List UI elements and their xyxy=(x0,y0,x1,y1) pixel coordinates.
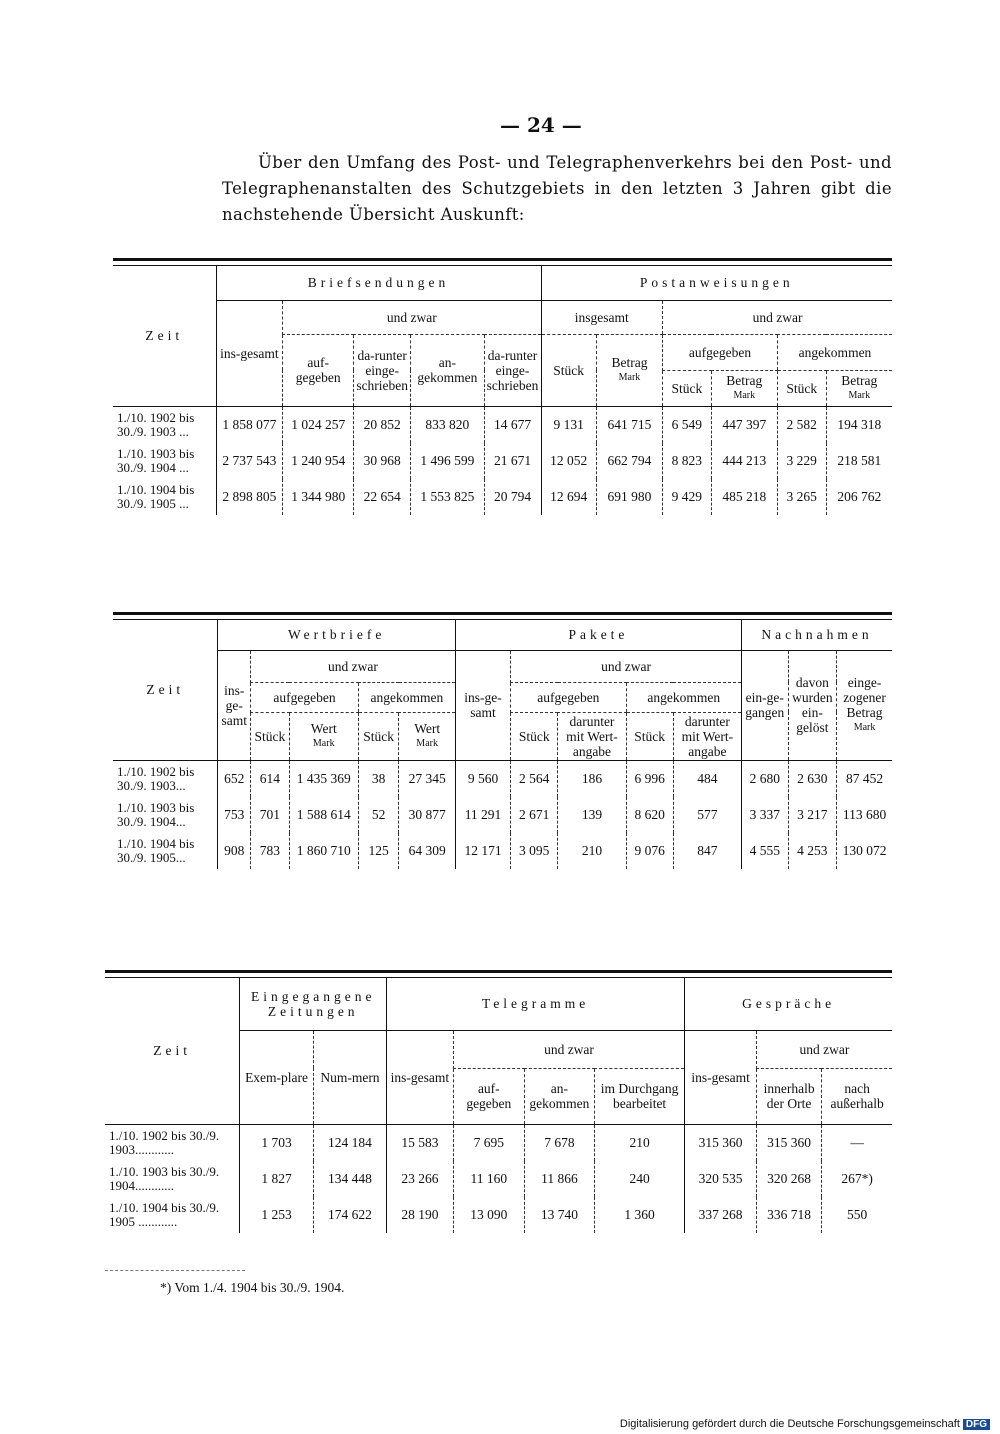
value-cell: 87 452 xyxy=(837,760,892,797)
briefsendungen-header: Briefsendungen xyxy=(307,275,450,291)
value-cell: 783 xyxy=(251,833,290,869)
value-cell: 1 703 xyxy=(240,1124,313,1161)
value-cell: 210 xyxy=(558,833,626,869)
value-cell: 3 265 xyxy=(777,479,826,515)
value-cell: 2 737 543 xyxy=(216,443,283,479)
value-cell: 1 588 614 xyxy=(289,797,358,833)
angekommen-header: an-gekommen xyxy=(411,334,484,406)
value-cell: 174 622 xyxy=(313,1197,386,1233)
value-cell: 1 344 980 xyxy=(283,479,354,515)
value-cell: 12 694 xyxy=(541,479,596,515)
value-cell: 1 553 825 xyxy=(411,479,484,515)
ausserhalb-header: nach außerhalb xyxy=(822,1068,892,1124)
wertbriefe-header: Wertbriefe xyxy=(287,627,386,643)
value-cell: 206 762 xyxy=(826,479,892,515)
darunter-header: darunter mit Wert-angabe xyxy=(558,712,626,760)
mark-unit3: Mark xyxy=(416,738,438,749)
zeit-cell: 1./10. 1904 bis xyxy=(117,835,195,851)
value-cell: 662 794 xyxy=(596,443,662,479)
value-cell: 4 253 xyxy=(788,833,837,869)
table-row xyxy=(113,406,892,443)
angekommen2-header: angekommen xyxy=(777,334,892,370)
value-cell: 4 555 xyxy=(741,833,788,869)
value-cell: — xyxy=(822,1124,892,1161)
value-cell: 130 072 xyxy=(837,833,892,869)
betrag3-header: Betrag xyxy=(841,373,878,388)
value-cell: 315 360 xyxy=(685,1124,757,1161)
table-row xyxy=(105,1197,892,1233)
value-cell: 113 680 xyxy=(837,797,892,833)
zeit-cell: 30./9. 1905... xyxy=(117,849,186,865)
value-cell: 614 xyxy=(251,760,290,797)
zeitungen-header: Eingegangene Zeitungen xyxy=(250,988,376,1019)
zeit-cell: 1./10. 1902 bis xyxy=(117,763,195,779)
value-cell: 9 076 xyxy=(626,833,673,869)
insgesamt-header: ins-gesamt xyxy=(387,1030,454,1124)
value-cell: 444 213 xyxy=(711,443,777,479)
value-cell: 186 xyxy=(558,760,626,797)
value-cell: 13 090 xyxy=(453,1197,524,1233)
footnote-rule xyxy=(105,1270,245,1271)
zeit-cell: 1./10. 1904 bis 30./9. xyxy=(109,1199,220,1215)
zeit-cell: 1./10. 1904 bis xyxy=(117,481,195,497)
value-cell: 30 877 xyxy=(399,797,456,833)
table-row xyxy=(113,797,892,833)
value-cell: 1 360 xyxy=(594,1197,684,1233)
angekommen2-header: angekommen xyxy=(626,682,741,712)
value-cell: 641 715 xyxy=(596,406,662,443)
zeit-cell: 30./9. 1903 ... xyxy=(117,423,189,439)
zeit-cell: 30./9. 1905 ... xyxy=(117,495,189,511)
value-cell: 64 309 xyxy=(399,833,456,869)
value-cell: 210 xyxy=(594,1124,684,1161)
value-cell: 7 695 xyxy=(453,1124,524,1161)
stueck4-header: Stück xyxy=(626,712,673,760)
value-cell: 21 671 xyxy=(484,443,541,479)
durchgang-header: im Durchgang bearbeitet xyxy=(594,1068,684,1124)
table-row xyxy=(113,479,892,515)
value-cell: 2 564 xyxy=(511,760,558,797)
value-cell: 577 xyxy=(673,797,741,833)
aufgegeben-header: auf-gegeben xyxy=(453,1068,524,1124)
value-cell: 9 131 xyxy=(541,406,596,443)
value-cell: 1 253 xyxy=(240,1197,313,1233)
value-cell: 2 630 xyxy=(788,760,837,797)
nachnahmen-header: Nachnahmen xyxy=(761,627,873,643)
insgesamt2-header: ins-gesamt xyxy=(685,1030,757,1124)
value-cell: 2 680 xyxy=(741,760,788,797)
angekommen-header: angekommen xyxy=(358,682,455,712)
value-cell: 3 229 xyxy=(777,443,826,479)
zeit-cell: 1905 ............ xyxy=(109,1213,178,1229)
value-cell: 2 582 xyxy=(777,406,826,443)
undzwar-header: und zwar xyxy=(453,1030,684,1068)
value-cell: 847 xyxy=(673,833,741,869)
value-cell: 320 535 xyxy=(685,1161,757,1197)
value-cell: 1 435 369 xyxy=(289,760,358,797)
value-cell: 833 820 xyxy=(411,406,484,443)
stueck2-header: Stück xyxy=(663,370,712,406)
value-cell: 485 218 xyxy=(711,479,777,515)
eingegangen-header: ein-ge-gangen xyxy=(741,650,788,760)
undzwar-header: und zwar xyxy=(283,300,541,334)
zeit-cell: 1903............ xyxy=(109,1141,174,1157)
stueck3-header: Stück xyxy=(511,712,558,760)
value-cell: 12 052 xyxy=(541,443,596,479)
value-cell: 22 654 xyxy=(354,479,411,515)
value-cell: 267*) xyxy=(822,1161,892,1197)
value-cell: 3 337 xyxy=(741,797,788,833)
value-cell: 1 827 xyxy=(240,1161,313,1197)
undzwar2-header: und zwar xyxy=(511,650,742,682)
table-telegramme xyxy=(105,978,892,1233)
mark-unit3: Mark xyxy=(848,390,871,401)
dfg-credit xyxy=(620,1418,990,1430)
dfg-logo: DFG xyxy=(963,1419,990,1430)
value-cell: 12 171 xyxy=(455,833,510,869)
value-cell: 125 xyxy=(358,833,399,869)
table-briefsendungen xyxy=(113,266,892,515)
value-cell: 13 740 xyxy=(524,1197,594,1233)
nummern-header: Num-mern xyxy=(313,1030,386,1124)
stueck2-header: Stück xyxy=(358,712,399,760)
value-cell: 1 024 257 xyxy=(283,406,354,443)
stueck-header: Stück xyxy=(251,712,290,760)
insgesamt2-header: ins-ge-samt xyxy=(455,650,510,760)
value-cell: 11 291 xyxy=(455,797,510,833)
value-cell: 1 860 710 xyxy=(289,833,358,869)
mark-unit: Mark xyxy=(853,722,876,733)
zeit-header: Zeit xyxy=(146,682,185,698)
page-number: — 24 — xyxy=(500,113,582,137)
insgesamt2-header: insgesamt xyxy=(541,300,663,334)
value-cell: 11 866 xyxy=(524,1161,594,1197)
wert-header: Wert xyxy=(310,721,337,736)
value-cell: 484 xyxy=(673,760,741,797)
gespraeche-header: Gespräche xyxy=(742,996,836,1012)
value-cell: 194 318 xyxy=(826,406,892,443)
wert2-header: Wert xyxy=(414,721,441,736)
darunter2-header: da-runter einge-schrieben xyxy=(484,334,541,406)
exemplare-header: Exem-plare xyxy=(240,1030,313,1124)
zeit-cell: 1./10. 1902 bis 30./9. xyxy=(109,1127,220,1143)
intro-paragraph: Über den Umfang des Post- und Telegraphenverkehrs bei den Post- und Telegraphenanstalten des Schutzgebiets in den letzten 3 Jahren gibt die nachstehende Übersicht Auskunft: xyxy=(222,153,892,224)
postanweisungen-header: Postanweisungen xyxy=(639,275,794,291)
stueck3-header: Stück xyxy=(777,370,826,406)
table1-top-rule xyxy=(113,258,892,266)
value-cell: 124 184 xyxy=(313,1124,386,1161)
betrag-header: Betrag xyxy=(611,355,648,370)
value-cell: 9 560 xyxy=(455,760,510,797)
value-cell: 11 160 xyxy=(453,1161,524,1197)
undzwar2-header: und zwar xyxy=(663,300,892,334)
telegramme-header: Telegramme xyxy=(482,996,590,1012)
footnote: *) Vom 1./4. 1904 bis 30./9. 1904. xyxy=(160,1280,345,1295)
darunter-header: da-runter einge-schrieben xyxy=(354,334,411,406)
value-cell: 336 718 xyxy=(756,1197,821,1233)
value-cell: 1 240 954 xyxy=(283,443,354,479)
value-cell: 30 968 xyxy=(354,443,411,479)
value-cell: 8 823 xyxy=(663,443,712,479)
zeit-cell: 1./10. 1903 bis xyxy=(117,445,195,461)
table-row xyxy=(113,833,892,869)
mark-unit2: Mark xyxy=(733,390,756,401)
zeit-header: Zeit xyxy=(145,328,184,344)
value-cell: 1 496 599 xyxy=(411,443,484,479)
zeit-cell: 30./9. 1904... xyxy=(117,813,186,829)
mark-unit2: Mark xyxy=(312,738,335,749)
value-cell: 23 266 xyxy=(387,1161,454,1197)
value-cell: 240 xyxy=(594,1161,684,1197)
value-cell: 14 677 xyxy=(484,406,541,443)
table3-top-rule xyxy=(105,970,892,978)
value-cell: 550 xyxy=(822,1197,892,1233)
aufgegeben2-header: aufgegeben xyxy=(663,334,778,370)
undzwar2-header: und zwar xyxy=(756,1030,892,1068)
betrag2-header: Betrag xyxy=(726,373,763,388)
value-cell: 1 858 077 xyxy=(216,406,283,443)
value-cell: 134 448 xyxy=(313,1161,386,1197)
value-cell: 8 620 xyxy=(626,797,673,833)
zeit-header: Zeit xyxy=(153,1043,192,1059)
value-cell: 315 360 xyxy=(756,1124,821,1161)
insgesamt-header: ins-ge-samt xyxy=(218,650,251,760)
value-cell: 28 190 xyxy=(387,1197,454,1233)
value-cell: 218 581 xyxy=(826,443,892,479)
table-row xyxy=(113,443,892,479)
aufgegeben-header: aufgegeben xyxy=(251,682,359,712)
value-cell: 652 xyxy=(218,760,251,797)
aufgegeben2-header: aufgegeben xyxy=(511,682,626,712)
aufgegeben-header: auf-gegeben xyxy=(283,334,354,406)
value-cell: 15 583 xyxy=(387,1124,454,1161)
table-row xyxy=(113,760,892,797)
value-cell: 2 671 xyxy=(511,797,558,833)
zeit-cell: 30./9. 1903... xyxy=(117,777,186,793)
value-cell: 20 852 xyxy=(354,406,411,443)
pakete-header: Pakete xyxy=(568,627,629,643)
value-cell: 691 980 xyxy=(596,479,662,515)
zeit-cell: 1./10. 1903 bis 30./9. xyxy=(109,1163,220,1179)
table2-top-rule xyxy=(113,612,892,620)
table-row xyxy=(105,1161,892,1197)
value-cell: 139 xyxy=(558,797,626,833)
value-cell: 447 397 xyxy=(711,406,777,443)
undzwar-header: und zwar xyxy=(251,650,456,682)
value-cell: 3 217 xyxy=(788,797,837,833)
value-cell: 337 268 xyxy=(685,1197,757,1233)
value-cell: 7 678 xyxy=(524,1124,594,1161)
mark-unit: Mark xyxy=(618,372,641,383)
innerhalb-header: innerhalb der Orte xyxy=(756,1068,821,1124)
value-cell: 908 xyxy=(218,833,251,869)
value-cell: 9 429 xyxy=(663,479,712,515)
value-cell: 20 794 xyxy=(484,479,541,515)
value-cell: 27 345 xyxy=(399,760,456,797)
value-cell: 701 xyxy=(251,797,290,833)
value-cell: 6 996 xyxy=(626,760,673,797)
value-cell: 2 898 805 xyxy=(216,479,283,515)
stueck-header: Stück xyxy=(541,334,596,406)
zeit-cell: 1904............ xyxy=(109,1177,174,1193)
value-cell: 52 xyxy=(358,797,399,833)
value-cell: 753 xyxy=(218,797,251,833)
zeit-cell: 1./10. 1903 bis xyxy=(117,799,195,815)
value-cell: 3 095 xyxy=(511,833,558,869)
zeit-cell: 30./9. 1904 ... xyxy=(117,459,189,475)
davon-header: davon wurden ein-gelöst xyxy=(788,650,837,760)
value-cell: 320 268 xyxy=(756,1161,821,1197)
insgesamt-header: ins-gesamt xyxy=(216,300,283,406)
eingezogen-header: einge-zogener Betrag xyxy=(843,675,886,720)
zeit-cell: 1./10. 1902 bis xyxy=(117,409,195,425)
dfg-text: Digitalisierung gefördert durch die Deutsche Forschungsgemeinschaft xyxy=(619,1418,960,1430)
table-wertbriefe xyxy=(113,620,892,869)
angekommen-header: an-gekommen xyxy=(524,1068,594,1124)
value-cell: 6 549 xyxy=(663,406,712,443)
table-row xyxy=(105,1124,892,1161)
darunter2-header: darunter mit Wert-angabe xyxy=(673,712,741,760)
value-cell: 38 xyxy=(358,760,399,797)
